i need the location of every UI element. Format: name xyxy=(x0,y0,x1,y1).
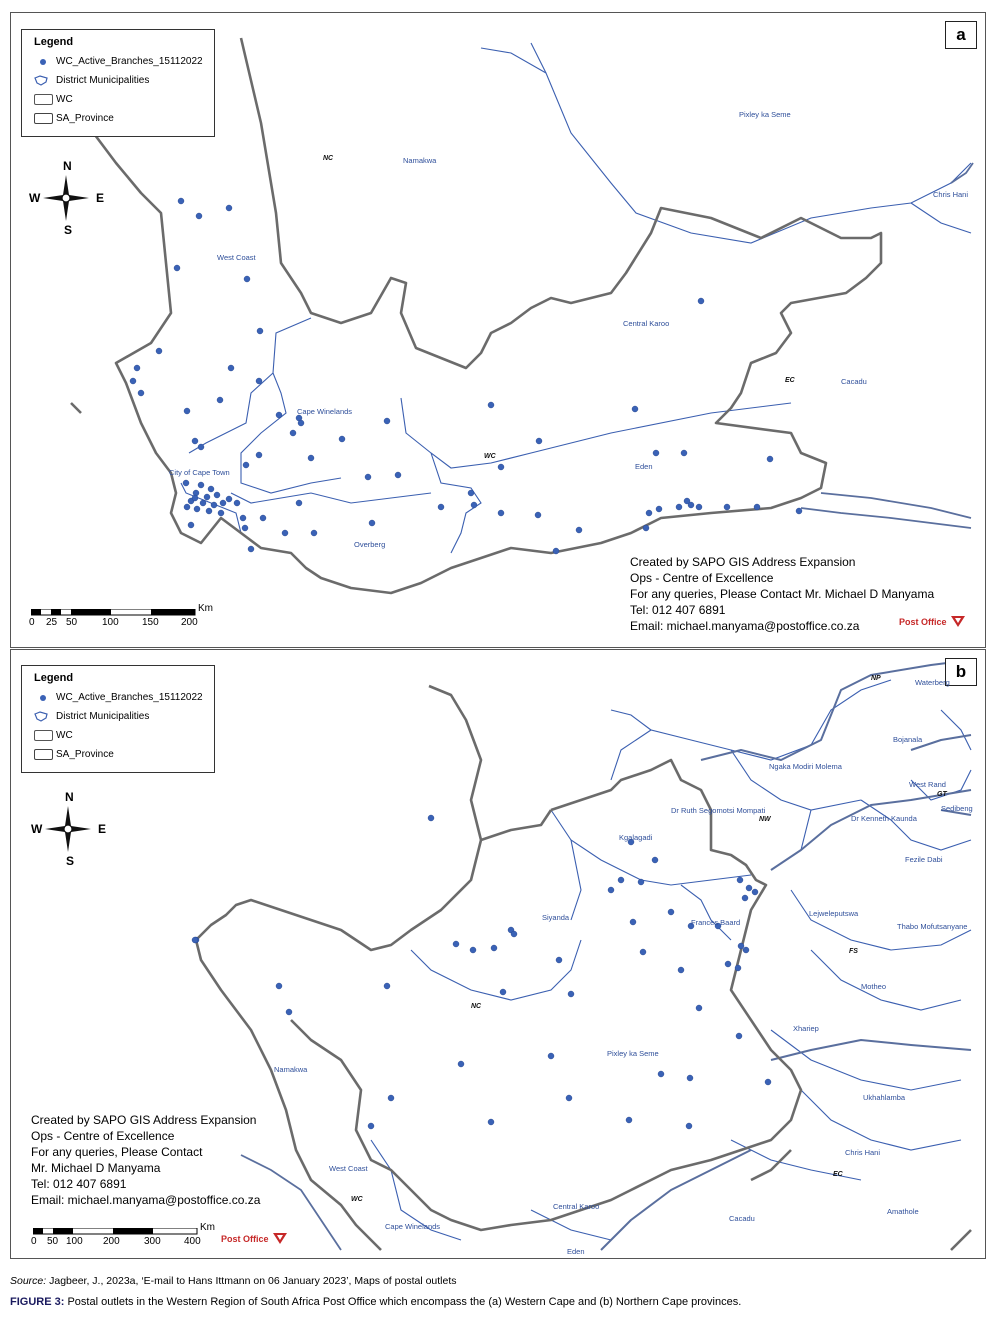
district-label: Cape Winelands xyxy=(297,407,353,416)
credit-email: Email: michael.manyama@postoffice.co.za xyxy=(31,1193,261,1207)
province-boundaries xyxy=(196,686,971,1250)
legend-item-province xyxy=(34,109,206,128)
post-office-logo-icon xyxy=(951,616,965,628)
scale-tick: 0 xyxy=(29,617,35,628)
compass-e: E xyxy=(98,822,107,836)
district-label: Waterberg xyxy=(915,678,950,687)
district-label: Kgalagadi xyxy=(619,833,653,842)
province-label: WC xyxy=(351,1196,363,1203)
district-label: Sedibeng xyxy=(941,804,973,813)
district-label: Siyanda xyxy=(542,913,570,922)
legend-item-districts xyxy=(34,707,206,726)
credit-block-a xyxy=(630,554,934,634)
scale-unit: Km xyxy=(198,603,213,614)
source-prefix: Source: xyxy=(10,1275,47,1287)
district-label: Eden xyxy=(635,462,653,471)
district-label: Lejweleputswa xyxy=(809,909,859,918)
district-label: West Rand xyxy=(909,780,946,789)
district-label: Cape Winelands xyxy=(385,1222,441,1231)
credit-line: Tel: 012 407 6891 xyxy=(630,603,726,617)
district-label: Pixley ka Seme xyxy=(739,110,791,119)
district-label: Ukhahlamba xyxy=(863,1093,906,1102)
compass-w: W xyxy=(31,822,43,836)
district-label: West Coast xyxy=(217,253,256,262)
province-label: NC xyxy=(323,155,334,162)
district-label: City of Cape Town xyxy=(169,468,230,477)
logo-text: Post Office xyxy=(899,617,947,627)
province-label: EC xyxy=(785,377,795,384)
district-label: Bojanala xyxy=(893,735,923,744)
credit-line: Ops - Centre of Excellence xyxy=(31,1129,175,1143)
province-label: EC xyxy=(833,1171,843,1178)
credit-line: Ops - Centre of Excellence xyxy=(630,571,774,585)
legend-label: WC xyxy=(56,730,73,741)
scale-bar-a xyxy=(29,603,231,633)
province-label: NC xyxy=(471,1003,482,1010)
district-label: Ngaka Modiri Molema xyxy=(769,762,842,771)
scale-tick: 50 xyxy=(47,1236,59,1247)
post-office-logo xyxy=(221,1233,287,1245)
scale-tick: 300 xyxy=(144,1236,161,1247)
scale-bar-b xyxy=(31,1222,233,1252)
legend-item-districts xyxy=(34,71,206,90)
district-label: Xhariep xyxy=(793,1024,819,1033)
legend-label: District Municipalities xyxy=(56,711,150,722)
scale-tick: 100 xyxy=(102,617,119,628)
post-office-logo-icon xyxy=(273,1233,287,1245)
box-icon xyxy=(34,730,53,741)
credit-block-b xyxy=(31,1112,260,1208)
branch-dot-icon xyxy=(40,695,46,701)
compass-b xyxy=(29,790,109,870)
polygon-icon xyxy=(34,711,48,722)
post-office-logo xyxy=(899,616,965,628)
district-label: Chris Hani xyxy=(845,1148,881,1157)
legend-label: District Municipalities xyxy=(56,75,150,86)
compass-e: E xyxy=(96,191,105,205)
district-label: Central Karoo xyxy=(553,1202,600,1211)
compass-rose-icon xyxy=(43,175,89,221)
legend-title: Legend xyxy=(34,36,74,48)
province-label: NP xyxy=(871,675,881,682)
eastern-province-edge xyxy=(801,163,973,528)
legend-item-wc xyxy=(34,90,206,109)
province-label: WC xyxy=(484,453,496,460)
district-boundaries xyxy=(181,43,971,553)
legend-item-branches xyxy=(34,52,206,71)
scale-tick: 200 xyxy=(103,1236,120,1247)
logo-text: Post Office xyxy=(221,1234,269,1244)
legend-item-province xyxy=(34,745,206,764)
box-icon xyxy=(34,113,53,124)
scale-tick: 50 xyxy=(66,617,78,628)
compass-rose-icon xyxy=(45,806,91,852)
legend-a xyxy=(21,29,215,137)
district-label: Fezile Dabi xyxy=(905,855,943,864)
scale-unit: Km xyxy=(200,1222,215,1233)
district-label: Namakwa xyxy=(274,1065,308,1074)
credit-line: For any queries, Please Contact xyxy=(31,1145,203,1159)
credit-line: Tel: 012 407 6891 xyxy=(31,1177,127,1191)
district-label: Cacadu xyxy=(729,1214,755,1223)
credit-line: Created by SAPO GIS Address Expansion xyxy=(630,555,856,569)
compass-s: S xyxy=(64,223,73,237)
figure-caption-text: Postal outlets in the Western Region of South Africa Post Office which encompass the (a) Western Cape and (b) Northern Cape provinces. xyxy=(64,1296,742,1308)
district-label: Eden xyxy=(567,1247,585,1256)
legend-label: SA_Province xyxy=(56,749,114,760)
district-label: Dr Ruth Segomotsi Mompati xyxy=(671,806,766,815)
scale-tick: 200 xyxy=(181,617,198,628)
branch-points xyxy=(130,198,802,554)
district-label: West Coast xyxy=(329,1164,368,1173)
district-boundaries xyxy=(371,680,971,1240)
compass-n: N xyxy=(65,790,74,804)
scale-bar-graphic xyxy=(31,609,196,616)
district-label: Cacadu xyxy=(841,377,867,386)
district-label: Pixley ka Seme xyxy=(607,1049,659,1058)
map-panel-b xyxy=(10,649,986,1259)
compass-n: N xyxy=(63,159,72,173)
legend-item-branches xyxy=(34,688,206,707)
province-label: FS xyxy=(849,948,858,955)
province-label: NW xyxy=(759,816,771,823)
source-text: Jagbeer, J., 2023a, ‘E-mail to Hans Ittmann on 06 January 2023’, Maps of postal outlets xyxy=(46,1275,457,1287)
figure-label: FIGURE 3: xyxy=(10,1296,65,1308)
map-panel-a xyxy=(10,12,986,648)
panel-letter-b: b xyxy=(945,658,977,686)
district-label: Central Karoo xyxy=(623,319,670,328)
compass-w: W xyxy=(29,191,41,205)
compass-s: S xyxy=(66,854,75,868)
scale-tick: 25 xyxy=(46,617,58,628)
district-label: Motheo xyxy=(861,982,887,991)
figure-caption xyxy=(10,1296,741,1308)
province-label: GT xyxy=(937,791,947,798)
credit-line: Mr. Michael D Manyama xyxy=(31,1161,161,1175)
legend-label: WC_Active_Branches_15112022 xyxy=(56,56,203,67)
legend-label: WC xyxy=(56,94,73,105)
compass-a xyxy=(27,159,107,239)
polygon-icon xyxy=(34,75,48,86)
credit-line: Created by SAPO GIS Address Expansion xyxy=(31,1113,257,1127)
credit-email: Email: michael.manyama@postoffice.co.za xyxy=(630,619,860,633)
scale-tick: 400 xyxy=(184,1236,201,1247)
neighbour-provinces xyxy=(601,660,971,1250)
legend-title: Legend xyxy=(34,672,74,684)
legend-label: SA_Province xyxy=(56,113,114,124)
panel-letter-a: a xyxy=(945,21,977,49)
district-label: Frances Baard xyxy=(691,918,741,927)
source-note xyxy=(10,1275,457,1287)
scale-tick: 0 xyxy=(31,1236,37,1247)
scale-bar-graphic xyxy=(33,1228,198,1235)
box-icon xyxy=(34,749,53,760)
district-label: Overberg xyxy=(354,540,386,549)
district-label: Thabo Mofutsanyane xyxy=(897,922,968,931)
district-label: Dr Kenneth Kaunda xyxy=(851,814,917,823)
legend-item-wc xyxy=(34,726,206,745)
scale-tick: 100 xyxy=(66,1236,83,1247)
district-label: Chris Hani xyxy=(933,190,969,199)
scale-tick: 150 xyxy=(142,617,159,628)
legend-b xyxy=(21,665,215,773)
box-icon xyxy=(34,94,53,105)
district-label: Amathole xyxy=(887,1207,919,1216)
district-label: Namakwa xyxy=(403,156,437,165)
branch-dot-icon xyxy=(40,59,46,65)
credit-line: For any queries, Please Contact Mr. Michael D Manyama xyxy=(630,587,935,601)
legend-label: WC_Active_Branches_15112022 xyxy=(56,692,203,703)
branch-points xyxy=(192,815,771,1129)
